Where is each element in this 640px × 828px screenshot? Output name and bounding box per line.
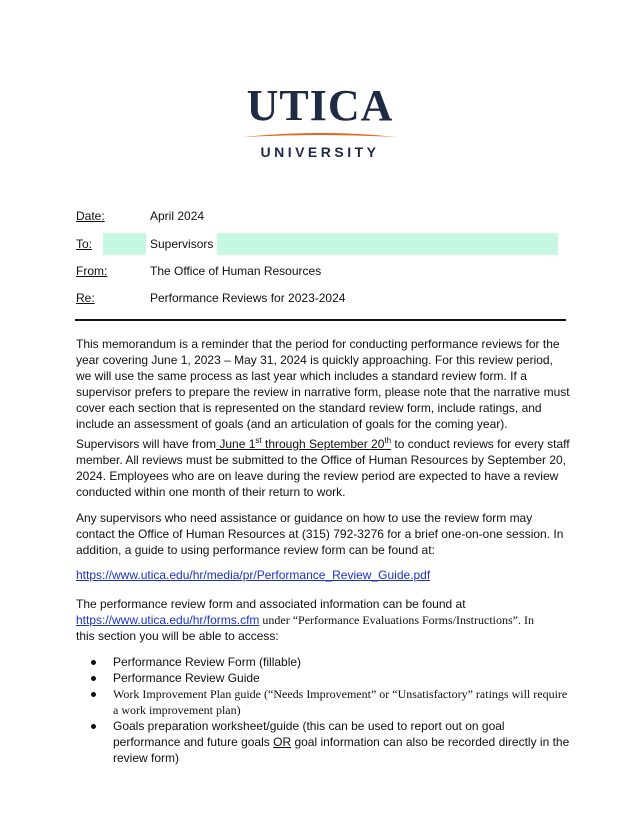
forms-section-name: under “Performance Evaluations Forms/Instructions”. In (259, 613, 534, 627)
logo-subtitle: UNIVERSITY (260, 144, 380, 160)
paragraph-intro (76, 336, 570, 432)
schedule-start-suffix: st (255, 436, 262, 445)
to-highlight-right (217, 233, 558, 255)
list-item-emphasis: OR (273, 735, 292, 749)
performance-review-guide-link[interactable]: https://www.utica.edu/hr/media/pr/Performance_Review_Guide.pdf (76, 568, 431, 582)
paragraph-schedule (76, 436, 570, 500)
guide-link-row (76, 567, 570, 583)
bullet-icon (91, 692, 96, 697)
list-item (76, 670, 570, 686)
bullet-icon (91, 660, 96, 665)
schedule-lead: Supervisors will have from (76, 437, 217, 451)
paragraph-forms-line3: this section you will be able to access: (76, 629, 279, 643)
schedule-rest: to conduct reviews for every staff member. All reviews must be submitted to the Office of Human Resources by September 20, 2024. Employees who are on leave during the review period are expected to have a review conducted within one month of their return to work. (76, 437, 570, 499)
list-item (76, 686, 570, 718)
date-label: Date: (76, 209, 105, 223)
paragraph-assistance-text: Any supervisors who need assistance or guidance on how to use the review form may contact the Office of Human Resources at (315) 792-3276 for a brief one-on-one session. In addition, a guide to using performance review form can be found at: (76, 511, 564, 557)
re-value: Performance Reviews for 2023-2024 (150, 291, 346, 305)
paragraph-forms (76, 596, 570, 644)
paragraph-intro-text: This memorandum is a reminder that the period for conducting performance reviews for the year covering June 1, 2023 – May 31, 2024 is quickly approaching. For this review period, we will use the same process as last year which includes a standard review form. If a supervisor prefers to prepare the review in narrative form, please note that the narrative must cover each section that is represented on the standard review form, include ratings, and include an assessment of goals (and an articulation of goals for the coming year). (76, 337, 570, 431)
list-item-text: Performance Review Form (fillable) (113, 655, 302, 669)
access-list (76, 654, 570, 766)
schedule-start-date: June 1 (216, 437, 256, 451)
date-value: April 2024 (150, 209, 205, 223)
to-highlight-left (103, 233, 146, 255)
paragraph-forms-line2 (76, 612, 570, 628)
paragraph-forms-line1: The performance review form and associated information can be found at (76, 597, 466, 611)
list-item-text: Goals preparation worksheet/guide (this can be used to report out on goal performance and future goals (113, 719, 505, 749)
bullet-icon (91, 676, 96, 681)
header-divider (75, 319, 566, 321)
from-value: The Office of Human Resources (150, 264, 322, 278)
paragraph-schedule-text (76, 436, 570, 500)
to-value: Supervisors (150, 237, 214, 251)
bullet-icon (91, 724, 96, 729)
schedule-date-range (216, 437, 391, 451)
logo-wordmark: UTICA (246, 81, 394, 130)
list-item-text: Work Improvement Plan guide (“Needs Improvement” or “Unsatisfactory” ratings will require a work improvement plan) (113, 687, 568, 717)
from-label: From: (76, 264, 108, 278)
list-item (76, 654, 570, 670)
hr-forms-link[interactable]: https://www.utica.edu/hr/forms.cfm (76, 613, 260, 627)
re-label: Re: (76, 291, 95, 305)
to-label: To: (76, 237, 93, 251)
list-item-text-end: goal information can also be recorded directly in the review form) (113, 735, 570, 765)
utica-university-logo (0, 81, 640, 161)
logo-swoosh-icon (242, 131, 398, 139)
paragraph-assistance (76, 510, 570, 558)
list-item-text: Performance Review Guide (113, 671, 260, 685)
schedule-end-date: through September 20 (261, 437, 385, 451)
list-item (76, 718, 570, 766)
schedule-end-suffix: th (384, 436, 392, 445)
